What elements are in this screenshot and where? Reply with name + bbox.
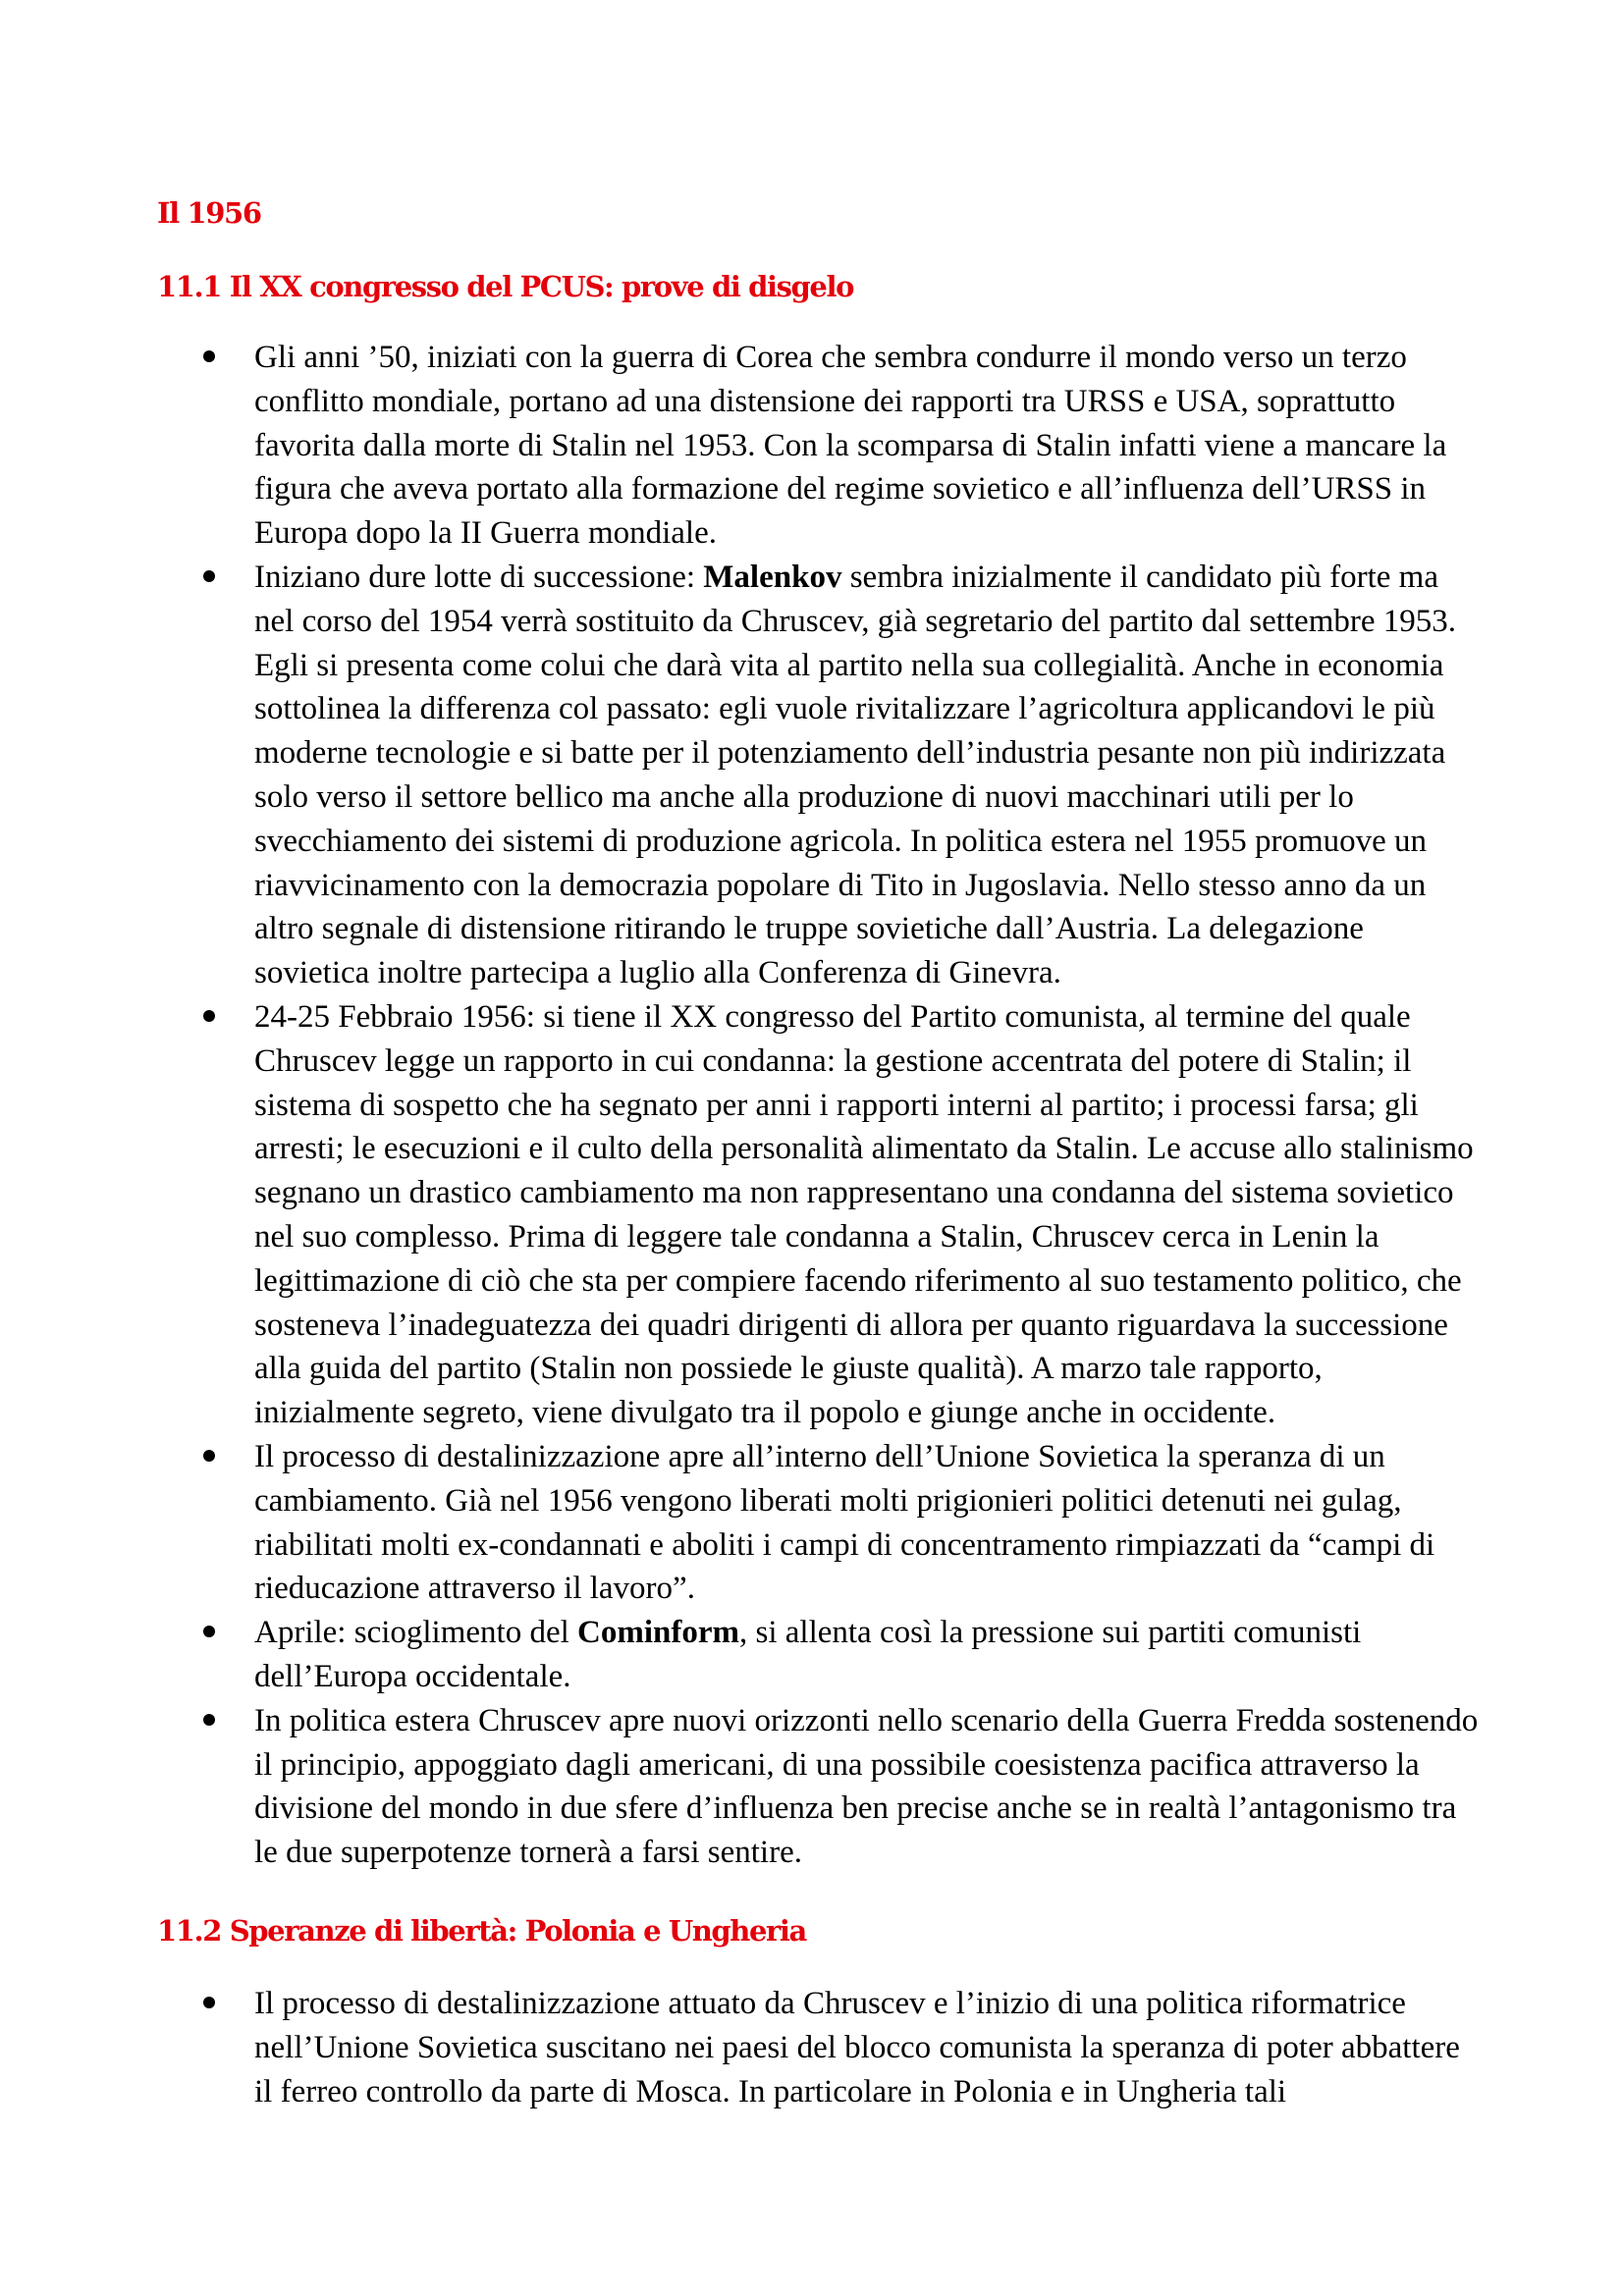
list-item-text bbox=[254, 340, 1446, 551]
bullet-icon bbox=[203, 1997, 215, 2008]
bullet-icon bbox=[203, 570, 215, 582]
list-item-text bbox=[254, 1615, 1361, 1694]
bullet-icon bbox=[203, 1714, 215, 1726]
list-item-text bbox=[254, 560, 1456, 990]
text-run: Iniziano dure lotte di successione: bbox=[254, 559, 704, 595]
text-run: In politica estera Chruscev apre nuovi orizzonti nello scenario della Guerra Fredda sostenendo il principio, appoggiato dagli americani, di una possibile coesistenza pacifica attraverso la divisione del mondo in due sfere d’influenza ben precise anche se in realtà l’antagonismo tra le due superpotenze tornerà a farsi sentire. bbox=[254, 1702, 1479, 1871]
bold-term: Malenkov bbox=[703, 559, 842, 595]
list-item bbox=[0, 1699, 1482, 1875]
bullet-icon bbox=[203, 350, 215, 362]
document-title: Il 1956 bbox=[157, 196, 261, 230]
text-run: Gli anni ’50, iniziati con la guerra di Corea che sembra condurre il mondo verso un terzo conflitto mondiale, portano ad una distensione dei rapporti tra URSS e USA, soprattutto favorita dalla morte di Stalin nel 1953. Con la scomparsa di Stalin infatti viene a mancare la figura che aveva portato alla formazione del regime sovietico e all’influenza dell’URSS in Europa dopo la II Guerra mondiale. bbox=[254, 340, 1447, 552]
section-11-2-bullet-list bbox=[0, 1982, 1482, 2113]
text-run: , si allenta così la pressione sui partiti comunisti dell’Europa occidentale. bbox=[254, 1615, 1362, 1694]
list-item bbox=[0, 556, 1482, 995]
bullet-icon bbox=[203, 1010, 215, 1022]
list-item bbox=[0, 1982, 1482, 2113]
list-item-text bbox=[254, 1703, 1478, 1870]
list-item bbox=[0, 1611, 1482, 1699]
list-item bbox=[0, 1435, 1482, 1611]
bold-term: Cominform bbox=[577, 1615, 739, 1651]
section-11-1-bullet-list bbox=[0, 336, 1482, 1875]
bullet-icon bbox=[203, 1450, 215, 1462]
list-item bbox=[0, 336, 1482, 556]
bullet-icon bbox=[203, 1626, 215, 1637]
section-heading-11-2: 11.2 Speranze di libertà: Polonia e Ungheria bbox=[157, 1914, 806, 1948]
list-item-text bbox=[254, 999, 1474, 1430]
text-run: Aprile: scioglimento del bbox=[254, 1615, 578, 1651]
text-run: 24-25 Febbraio 1956: si tiene il XX congresso del Partito comunista, al termine del quale Chruscev legge un rapporto in cui condanna: la gestione accentrata del potere di Stalin; il sistema di sospetto che ha segnato per anni i rapporti interni al partito; i processi farsa; gli arresti; le esecuzioni e il culto della personalità alimentato da Stalin. Le accuse allo stalinismo segnano un drastico cambiamento ma non rappresentano una condanna del sistema sovietico nel suo complesso. Prima di leggere tale condanna a Stalin, Chruscev cerca in Lenin la legittimazione di ciò che sta per compiere facendo riferimento al suo testamento politico, che sosteneva l’inadeguatezza dei quadri dirigenti di allora per quanto riguardava la successione alla guida del partito (Stalin non possiede le giuste qualità). A marzo tale rapporto, inizialmente segreto, viene divulgato tra il popolo e giunge anche in occidente. bbox=[254, 998, 1474, 1431]
section-heading-11-1: 11.1 Il XX congresso del PCUS: prove di disgelo bbox=[157, 270, 854, 303]
text-run: sembra inizialmente il candidato più forte ma nel corso del 1954 verrà sostituito da Chruscev, già segretario del partito dal settembre 1953. Egli si presenta come colui che darà vita al partito nella sua collegialità. Anche in economia sottolinea la differenza col passato: egli vuole rivitalizzare l’agricoltura applicandovi le più moderne tecnologie e si batte per il potenziamento dell’industria pesante non più indirizzata solo verso il settore bellico ma anche alla produzione di nuovi macchinari utili per lo svecchiamento dei sistemi di produzione agricola. In politica estera nel 1955 promuove un riavvicinamento con la democrazia popolare di Tito in Jugoslavia. Nello stesso anno da un altro segnale di distensione ritirando le truppe sovietiche dall’Austria. La delegazione sovietica inoltre partecipa a luglio alla Conferenza di Ginevra. bbox=[254, 559, 1457, 991]
text-run: Il processo di destalinizzazione attuato da Chruscev e l’inizio di una politica riformatrice nell’Unione Sovietica suscitano nei paesi del blocco comunista la speranza di poter abbattere il ferreo controllo da parte di Mosca. In particolare in Polonia e in Ungheria tali bbox=[254, 1986, 1460, 2109]
list-item-text bbox=[254, 1986, 1460, 2109]
list-item-text bbox=[254, 1439, 1434, 1606]
text-run: Il processo di destalinizzazione apre all’interno dell’Unione Sovietica la speranza di un cambiamento. Già nel 1956 vengono liberati molti prigionieri politici detenuti nei gulag, riabilitati molti ex-condannati e aboliti i campi di concentramento rimpiazzati da “campi di rieducazione attraverso il lavoro”. bbox=[254, 1438, 1435, 1607]
list-item bbox=[0, 995, 1482, 1435]
